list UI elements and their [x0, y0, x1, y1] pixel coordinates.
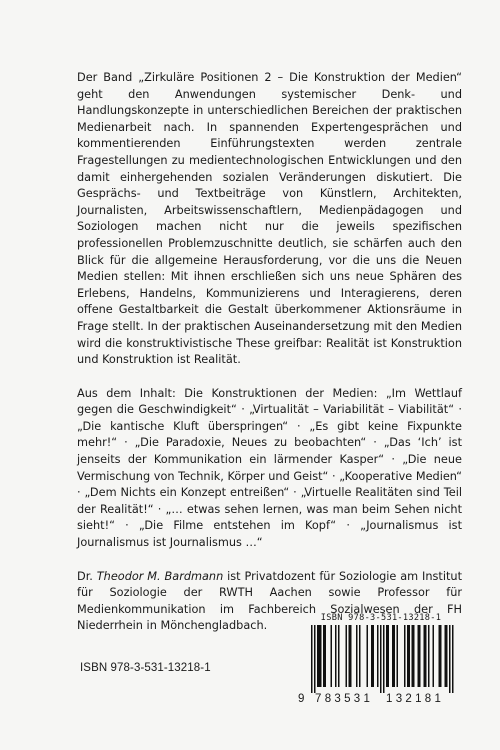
barcode-bars [298, 625, 464, 695]
barcode-bar [338, 625, 340, 687]
barcode-bar [356, 625, 358, 687]
barcode-bar [349, 625, 351, 687]
barcode-bar [323, 625, 325, 687]
barcode-left-group: 783531 [315, 693, 374, 705]
barcode-bar [371, 625, 373, 687]
barcode-bar [449, 625, 451, 693]
barcode-bar [428, 625, 430, 687]
barcode-bar [445, 625, 447, 687]
barcode-bar [373, 625, 375, 687]
barcode-bar [439, 625, 441, 687]
barcode-bar [412, 625, 414, 687]
blurb-text [77, 70, 462, 652]
barcode-bar [311, 625, 313, 693]
barcode [298, 613, 464, 710]
isbn-label: ISBN 978-3-531-13218-1 [80, 662, 211, 674]
barcode-bar [367, 625, 369, 687]
barcode-bar [386, 625, 388, 687]
author-name: Theodor M. Bardmann [96, 569, 224, 583]
barcode-bar [418, 625, 420, 687]
barcode-bar [397, 625, 399, 687]
barcode-bar [335, 625, 337, 687]
barcode-bar [452, 625, 454, 693]
barcode-right-group: 132181 [386, 693, 445, 705]
barcode-bar [409, 625, 411, 687]
barcode-bar [377, 625, 379, 687]
barcode-digits [298, 695, 464, 709]
barcode-bar [407, 625, 409, 687]
barcode-bar [413, 625, 415, 687]
author-prefix: Dr. [77, 569, 97, 583]
barcode-bar [331, 625, 333, 687]
barcode-bar [359, 625, 361, 687]
barcode-bar [317, 625, 319, 687]
barcode-bar [346, 625, 348, 687]
barcode-bar [424, 625, 426, 687]
barcode-bar [446, 625, 448, 687]
description-paragraph: Der Band „Zirkuläre Positionen 2 – Die Konstruktion der Medien“ geht den Anwendungen systemischer Denk- und Handlungskonzepte in unterschiedlichen Bereichen der praktischen Medienarbeit nach. In spannenden Expertengesprächen und kommentierenden Einführungstexten werden zentrale Fragestellungen zu medientechnologischen Entwicklungen und den damit einhergehenden sozialen Veränderungen diskutiert. Die Gesprächs- und Textbeiträge von Künstlern, Architekten, Journalisten, Arbeitswissenschaftlern, Medienpädagogen und Soziologen machen nicht nur die jeweils spezifischen professionellen Problemzuschnitte deutlich, sie schärfen auch den Blick für die allgemeine Herausforderung, vor die uns die Neuen Medien stellen: Mit ihnen erschließen sich uns neue Sphären des Erlebens, Handelns, Kommunizierens und Interagierens, deren offene Gestaltbarkeit die Gestalt überkommener Aktionsräume in Frage stellt. In der praktischen Auseinandersetzung mit den Medien wird die konstruktivistische These greifbar: Realität ist Konstruktion und Konstruktion ist Realität. [77, 71, 462, 367]
barcode-bar [314, 625, 316, 693]
barcode-bar [388, 625, 390, 687]
barcode-bar [394, 625, 396, 687]
barcode-bar [383, 625, 385, 693]
barcode-bar [392, 625, 394, 687]
barcode-bar [440, 625, 442, 687]
barcode-bar [404, 625, 406, 687]
barcode-bar [320, 625, 322, 687]
barcode-bar [325, 625, 327, 687]
barcode-bar [433, 625, 435, 687]
contents-paragraph: Aus dem Inhalt: Die Konstruktionen der Medien: „Im Wettlauf gegen die Geschwindigkeit“ · „Virtualität – Variabilität – Viabilität“ · „Die kantische Kluft überspringen“ · „Es gibt keine Fixpunkte mehr!“ · „Die Paradoxie, Neues zu beobachten“ · „Das ‘Ich’ ist jenseits der Kommunikation ein lärmender Kasper“ · „Die neue Vermischung von Technik, Körper und Geist“ · „Kooperative Medien“ · „Dem Nichts ein Konzept entreißen“ · „Virtuelle Realitäten sind Teil der Realität!“ · „… etwas sehen lernen, was man beim Sehen nicht sieht!“ · „Die Filme entstehen im Kopf“ · „Journalismus ist Journalismus ist Journalismus …“ [77, 386, 462, 550]
barcode-bar [425, 625, 427, 687]
barcode-first-digit: 9 [298, 693, 305, 705]
author-bio: ist Privatdozent für Soziologie am Institut für Soziologie der RWTH Aachen sowie Professor für Medienkommunikation im Fachbereich Sozialwesen der FH Niederrhein in Mönchengladbach. [77, 569, 463, 633]
barcode-bar [380, 625, 382, 693]
barcode-bar [419, 625, 421, 687]
barcode-bar [350, 625, 352, 687]
barcode-isbn-text: ISBN 978-3-531-13218-1 [320, 613, 442, 623]
barcode-bar [319, 625, 321, 687]
